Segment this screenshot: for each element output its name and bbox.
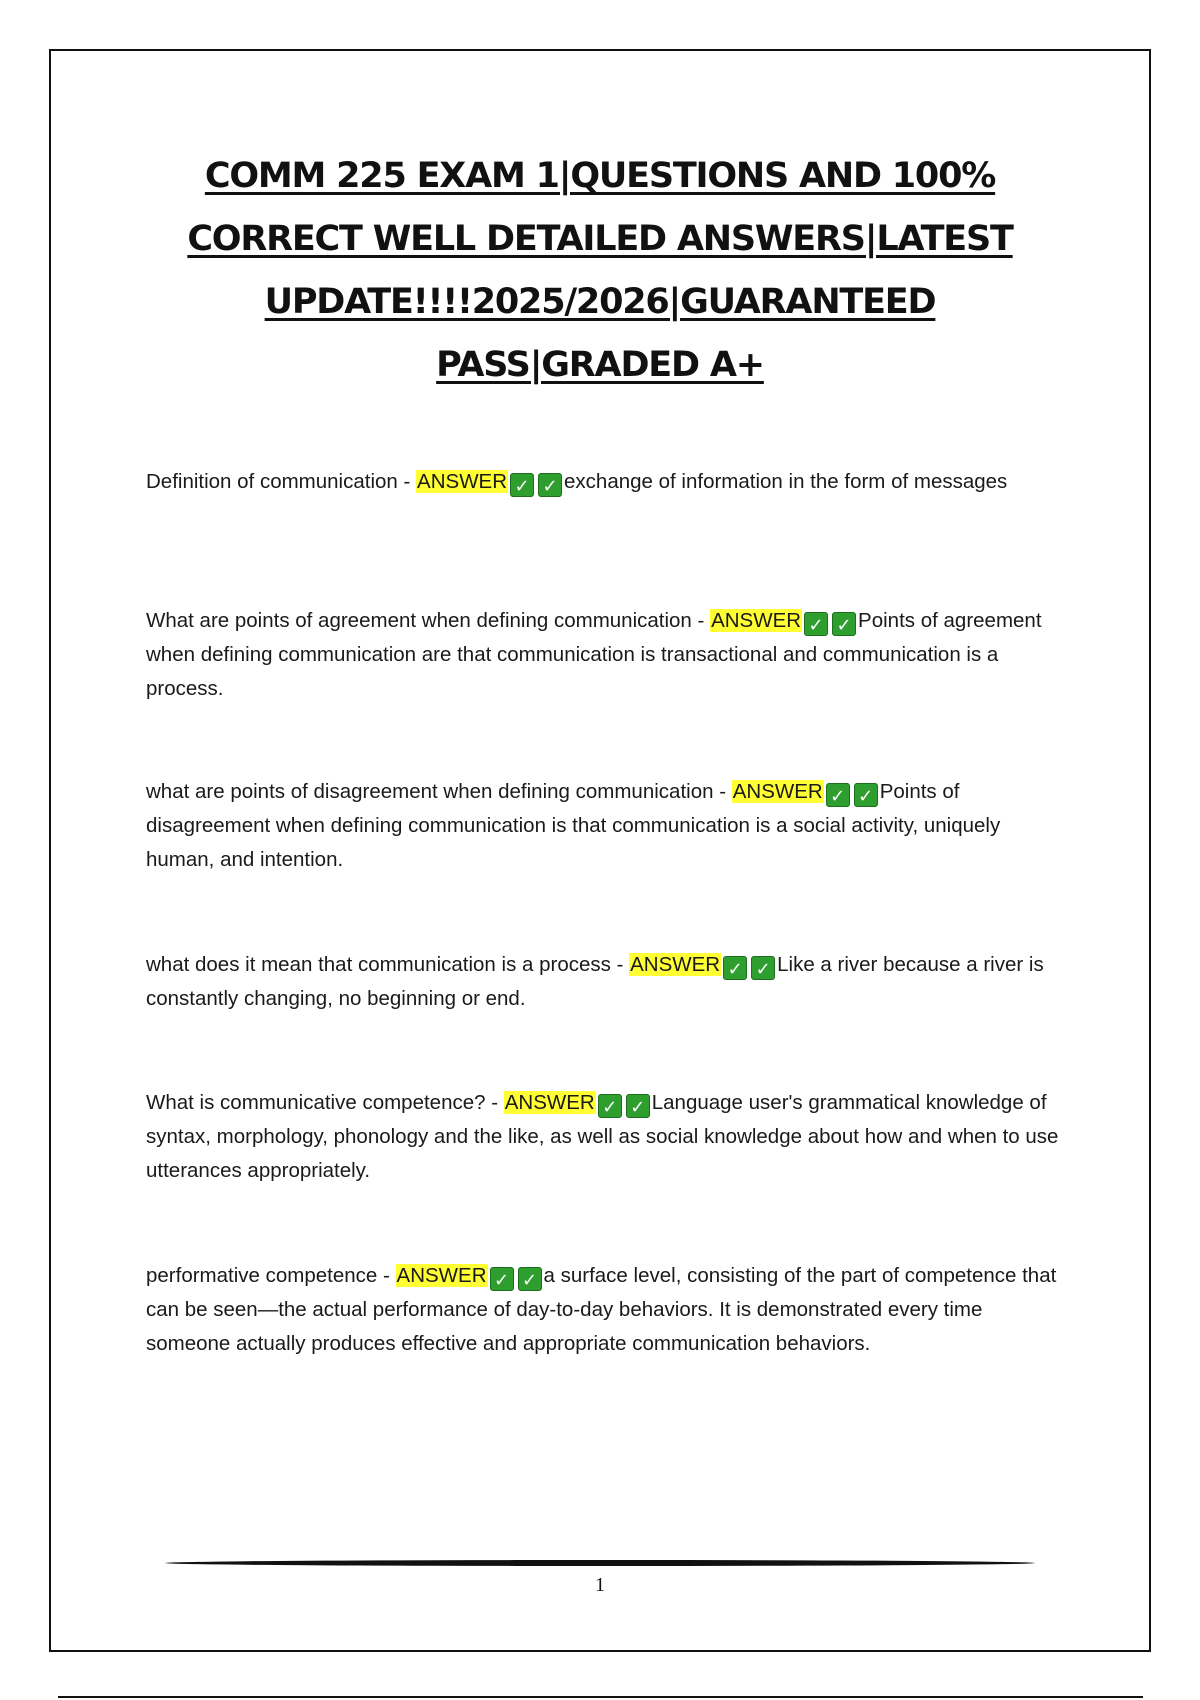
check-icon: ✓ [826, 783, 850, 807]
answer-text: Language user's grammatical knowledge of syntax, morphology, phonology and the like, as well as social knowledge about how and when to use utterances appropriately. [146, 1091, 1059, 1182]
separator: - [397, 470, 417, 493]
title-line-1: COMM 225 EXAM 1|QUESTIONS AND 100% [204, 156, 996, 196]
footer-divider [165, 1560, 1035, 1566]
check-icon: ✓ [751, 956, 775, 980]
answer-label: ANSWER [630, 953, 721, 976]
separator: - [377, 1264, 396, 1287]
answer-label: ANSWER [396, 1264, 487, 1287]
check-icon: ✓ [490, 1267, 514, 1291]
title-line-3: UPDATE!!!!2025/2026|GUARANTEED [264, 282, 936, 322]
title-line-4: PASS|GRADED A+ [436, 345, 764, 385]
check-icon: ✓ [854, 783, 878, 807]
check-icon: ✓ [626, 1094, 650, 1118]
qa-item [146, 465, 1066, 499]
answer-text: Points of agreement when defining communication are that communication is transactional and communication is a process. [146, 609, 1042, 700]
answer-label: ANSWER [732, 780, 823, 803]
qa-item [146, 948, 1066, 1016]
check-icon: ✓ [832, 612, 856, 636]
check-icon: ✓ [518, 1267, 542, 1291]
separator: - [610, 953, 630, 976]
document-title [120, 145, 1080, 397]
qa-item [146, 775, 1066, 877]
check-icon: ✓ [598, 1094, 622, 1118]
answer-text: Points of disagreement when defining communication is that communication is a social activity, uniquely human, and intention. [146, 780, 1001, 871]
check-icon: ✓ [804, 612, 828, 636]
check-icon: ✓ [723, 956, 747, 980]
answer-text: Like a river because a river is constantly changing, no beginning or end. [146, 953, 1044, 1010]
question-text: Definition of communication [146, 470, 398, 493]
title-line-2: CORRECT WELL DETAILED ANSWERS|LATEST [187, 219, 1013, 259]
qa-item [146, 604, 1066, 706]
answer-label: ANSWER [417, 470, 508, 493]
separator: - [485, 1091, 504, 1114]
answer-text: a surface level, consisting of the part of competence that can be seen—the actual performance of day-to-day behaviors. It is demonstrated every time someone actually produces effective and appropriate communication behaviors. [146, 1264, 1057, 1355]
page-number: 1 [595, 1574, 605, 1596]
question-text: What is communicative competence? [146, 1091, 486, 1114]
answer-label: ANSWER [711, 609, 802, 632]
answer-text: exchange of information in the form of messages [564, 470, 1008, 493]
check-icon: ✓ [510, 473, 534, 497]
qa-item [146, 1086, 1066, 1188]
separator: - [691, 609, 711, 632]
qa-item [146, 1259, 1066, 1361]
separator: - [713, 780, 732, 803]
check-icon: ✓ [538, 473, 562, 497]
question-text: what are points of disagreement when defining communication [146, 780, 714, 803]
page-bottom-divider [58, 1696, 1143, 1698]
question-text: performative competence [146, 1264, 378, 1287]
answer-label: ANSWER [504, 1091, 595, 1114]
question-text: What are points of agreement when defining communication [146, 609, 692, 632]
question-text: what does it mean that communication is a process [146, 953, 611, 976]
